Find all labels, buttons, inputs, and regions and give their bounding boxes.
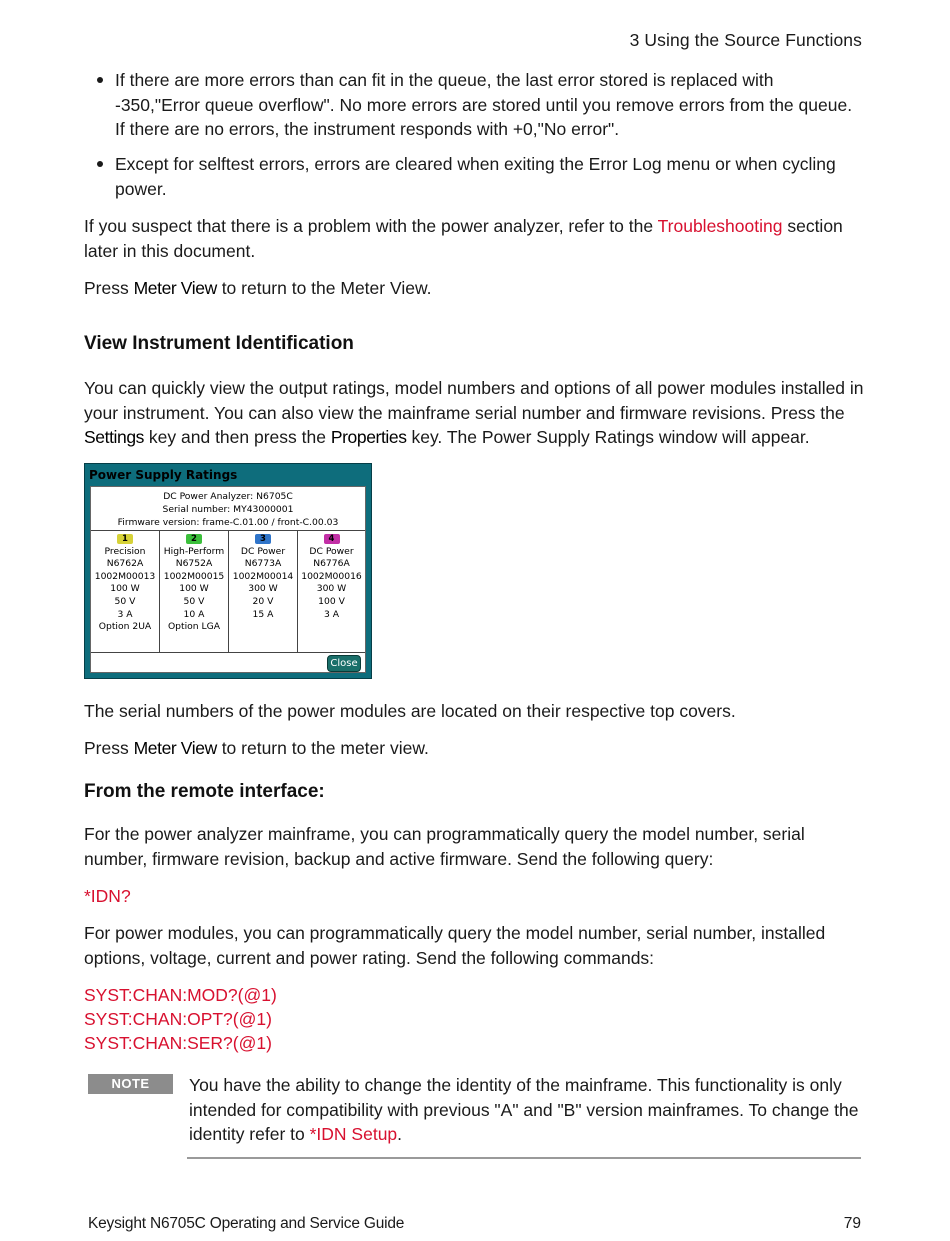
idn-command: *IDN? <box>84 886 131 906</box>
module-current: 3 A <box>323 608 340 620</box>
channel-badge: 4 <box>324 534 340 544</box>
modules-query-paragraph: For power modules, you can programmatically query the model number, serial number, installed options, voltage, current and power rating. Send the following commands: <box>84 923 826 968</box>
press-meter-view-paragraph <box>84 276 866 301</box>
serial-note-paragraph: The serial numbers of the power modules are located on their respective top covers. <box>84 701 736 721</box>
channel-badge: 2 <box>186 534 202 544</box>
module-option: Option LGA <box>167 621 221 633</box>
power-supply-ratings-dialog <box>84 463 372 679</box>
module-voltage: 100 V <box>318 595 345 607</box>
command-line: SYST:CHAN:SER?(@1) <box>84 1033 272 1053</box>
subsection-heading: From the remote interface: <box>84 781 325 802</box>
module-model: N6773A <box>244 558 282 570</box>
text: section later in this document. <box>84 216 843 261</box>
text: You have the ability to change the identity of the mainframe. This functionality is only intended for compatibility with previous "A" and "B" version mainframes. To change the identity refer to <box>189 1075 859 1144</box>
channel-column <box>229 531 298 652</box>
module-voltage: 20 V <box>252 595 274 607</box>
intro-paragraph <box>84 376 866 450</box>
press-meter-view-paragraph <box>84 736 866 761</box>
settings-key: Settings <box>84 427 145 447</box>
module-type: High-Perform <box>163 545 225 557</box>
bullet-icon <box>97 77 103 83</box>
bullet-item <box>93 68 863 142</box>
module-serial: 1002M00014 <box>232 570 294 582</box>
text: to return to the meter view. <box>216 738 429 758</box>
text: You can quickly view the output ratings, model numbers and options of all power modules installed in your instrument. You can also view the mainframe serial number and firmware revisions. Press the <box>84 378 864 423</box>
troubleshoot-paragraph <box>84 214 866 263</box>
module-serial: 1002M00015 <box>163 570 225 582</box>
channel-column <box>160 531 229 652</box>
module-model: N6776A <box>313 558 350 570</box>
text: key. The Power Supply Ratings window will appear. <box>406 427 810 447</box>
module-power: 300 W <box>316 583 347 595</box>
meter-view-key: Meter View <box>133 278 217 298</box>
footer-title: Keysight N6705C Operating and Service Guide <box>88 1215 405 1232</box>
note-text <box>189 1073 864 1147</box>
channel-column <box>298 531 365 652</box>
command-line: SYST:CHAN:OPT?(@1) <box>84 1009 272 1029</box>
command-line: SYST:CHAN:MOD?(@1) <box>84 985 277 1005</box>
meter-view-key: Meter View <box>133 738 217 758</box>
module-model: N6762A <box>106 558 144 570</box>
module-type: DC Power <box>309 545 354 557</box>
bullet-item <box>93 152 863 201</box>
text: If you suspect that there is a problem with the power analyzer, refer to the <box>84 216 658 236</box>
text: key and then press the <box>144 427 331 447</box>
channel-column <box>91 531 160 652</box>
bullet-text: If there are more errors than can fit in the queue, the last error stored is replaced with -350,"Error queue overflow". No more errors are stored until you remove errors from the queue. If there are no errors, the instrument responds with +0,"No error". <box>115 70 853 139</box>
module-serial: 1002M00016 <box>301 570 362 582</box>
section-heading: View Instrument Identification <box>84 333 354 354</box>
module-power: 300 W <box>248 583 278 595</box>
bullet-text: Except for selftest errors, errors are cleared when exiting the Error Log menu or when cycling power. <box>115 154 836 199</box>
text: . <box>397 1124 403 1144</box>
text: to return to the Meter View. <box>216 278 432 298</box>
note-divider <box>187 1157 861 1159</box>
running-header: 3 Using the Source Functions <box>629 30 862 50</box>
page-number: 79 <box>843 1215 861 1232</box>
dialog-footer <box>91 652 365 673</box>
module-current: 3 A <box>117 608 133 620</box>
module-power: 100 W <box>179 583 209 595</box>
module-model: N6752A <box>175 558 213 570</box>
idn-setup-link[interactable]: *IDN Setup <box>309 1124 398 1144</box>
mainframe-query-paragraph: For the power analyzer mainframe, you can programmatically query the model number, serial number, firmware revision, backup and active firmware. Send the following query: <box>84 824 805 869</box>
module-type: Precision <box>104 545 146 557</box>
text: Press <box>84 278 134 298</box>
text: Press <box>84 738 134 758</box>
module-current: 10 A <box>183 608 205 620</box>
note-badge: NOTE <box>88 1074 173 1094</box>
module-type: DC Power <box>240 545 286 557</box>
close-button[interactable]: Close <box>327 655 361 672</box>
dialog-body <box>90 486 366 673</box>
mainframe-info <box>91 487 365 531</box>
firmware-version: Firmware version: frame-C.01.00 / front-C.00.03 <box>117 517 339 528</box>
troubleshooting-link[interactable]: Troubleshooting <box>657 216 783 236</box>
bullet-icon <box>97 161 103 167</box>
channel-badge: 1 <box>117 534 133 544</box>
module-serial: 1002M00013 <box>94 570 156 582</box>
mainframe-serial: Serial number: MY43000001 <box>162 504 294 515</box>
dialog-title: Power Supply Ratings <box>89 468 238 482</box>
channel-badge: 3 <box>255 534 271 544</box>
analyzer-model: DC Power Analyzer: N6705C <box>163 491 293 502</box>
module-current: 15 A <box>252 608 274 620</box>
properties-key: Properties <box>330 427 407 447</box>
module-power: 100 W <box>110 583 140 595</box>
module-voltage: 50 V <box>183 595 205 607</box>
module-voltage: 50 V <box>114 595 136 607</box>
module-option: Option 2UA <box>98 621 152 633</box>
